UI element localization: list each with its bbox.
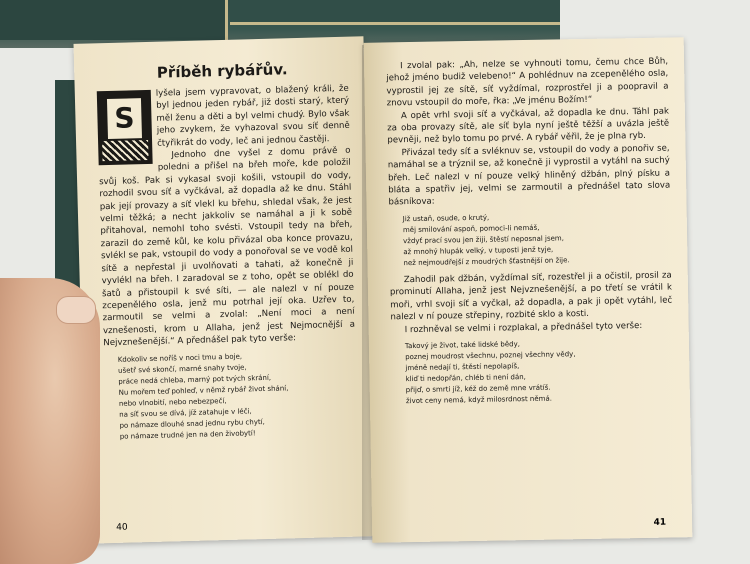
hand-thumb (0, 278, 100, 564)
verse-line: přijď, o smrti jíž, kéž do země mne vrátíš. (405, 383, 551, 395)
verse-line: Již ustaň, osude, o krutý, (402, 213, 490, 224)
dropcap-letter: S (107, 98, 142, 139)
chapter-title: Příběh rybářův. (156, 60, 288, 82)
verse-line: než nejmoudřejší z moudrých šťastnější on žije. (403, 256, 570, 268)
verse-line: měj smilování aspoň, pomoci-li nemáš, (402, 223, 540, 235)
verse-line: ušetř své skončí, marné snahy tvoje, (117, 362, 247, 375)
left-page (74, 36, 377, 543)
verse (118, 348, 358, 442)
book-spine (0, 0, 228, 40)
paragraph: Přivázal tedy síť a svléknuv se, vstoupil do vody a ponořiv se, namáhal se a trýznil se, až konečně ji vyprostil a vytáhl na suchý břeh. Leč nalezl v ní pouze velký hliněný džbán, plný písku a bláta a spatřiv jej, velmi se zarmoutil a přednášel tato slova básníkova: (387, 143, 671, 208)
ornamental-initial (97, 90, 153, 165)
verse-line: poznej moudrost všechnu, poznej všechny vědy, (405, 350, 576, 362)
verse-line: život ceny nemá, když milosrdnost němá. (405, 394, 553, 406)
ornament-pattern (102, 140, 149, 161)
verse-line: vždyť prací svou jen žiji, štěstí neposnal jsem, (403, 234, 565, 246)
book-spine (230, 0, 560, 25)
verse-line: jméně nedají ti, štěstí nepolapíš, (405, 362, 520, 373)
thumbnail (56, 296, 96, 324)
verse-line: Kdokoliv se noříš v noci tmu a boje, (117, 352, 243, 364)
paragraph: Zahodil pak džbán, vyždímal síť, rozestřel ji a očistil, prosil za prominutí Allaha, jenž jest Nejvznešenější, a po třetí se vrátil k moři, vrhl svoji síť a vyčkal, až dopadla, a pak ji opět vytáhl, leč nalezl v ní pouze střepiny, rozbité sklo a kosti. (389, 270, 673, 323)
verse-line: nebo vlnobití, nebo nebezpečí, (118, 396, 227, 408)
paragraph: A opět vrhl svoji síť a vyčkával, až dopadla ke dnu. Táhl pak za oba provazy sítě, ale síť byla nyní ještě těžší a uvázla ještě pevněji, než bylo tomu po prvé. A rybář věřil, že je plna ryb. (387, 106, 670, 146)
verse-line: po námaze trudné jen na den živobytí! (119, 428, 256, 441)
verse-line: kliď ti nedopřán, chléb ti není dán, (405, 372, 526, 384)
verse-line: Nu mořem teď pohleď, v němž rybář život shání, (118, 383, 289, 397)
verse (403, 209, 672, 269)
page-number: 41 (653, 517, 667, 528)
page-number: 40 (116, 522, 128, 533)
right-page (364, 37, 693, 543)
verse-line: po námaze dlouhé snad jednu rybu chytí, (119, 417, 265, 430)
verse-line: Takový je život, také lidské bědy, (404, 340, 520, 351)
verse-line: až mnohý hlupák velký, v tuposti jenž tyje, (403, 245, 554, 257)
verse-line: práce nedá chleba, marný pot tvých skrání, (118, 373, 272, 386)
paragraph: I zvolal pak: „Ah, nelze se vyhnouti tomu, čemu chce Bůh, jehož jméno budiž velebeno!“ A pohlédnuv na zcepenělého osla, vyprostil jej ze sítě, síť vyždímal, rozprostřel ji a poopravil a znovu vstoupil do moře, řka: „Ve jménu Božím!“ (386, 56, 669, 109)
paragraph: Jednoho dne vyšel z domu právě o poledni a přišel na břeh moře, kde položil svůj koš. Pak si vykasal svoji košili, vstoupil do vody, rozhodil svou síť a vyčkával, až dopadla až ke dnu. Stáhl pak její provazy a síť vlekl ku břehu, shledal však, že jest velmi těžká; a necht jakkoliv se namáhal a ji k sobě přitahoval, nemohl toho svésti. Vstoupil tedy na břeh, zarazil do země kůl, ke kolu přivázal oba konce provazu, svlékl se pak, vstoupil do vody a ponořoval se ve vodě kol sítě a nepřestal ji uvolňovati a tahati, až konečně ji vyvlékl na břeh. I zaradoval se z toho, opět se oblékl do šatů a přistoupil k své síti, — ale nalezl v ní pouze zcepenělého osla, jenž mu potrhal její oka. Uzřev to, zarmoutil se velmi a zvolal: „Není moci a není vznešenosti, krom u Allaha, jenž jest Nejmocnější a Nejvznešenější.“ A přednášel pak tyto verše: (99, 145, 356, 349)
paragraph: I rozhněval se velmi i rozplakal, a přednášel tyto verše: (404, 320, 643, 335)
verse-line: na síť svou se dívá, jíž zatahuje v léči, (119, 406, 252, 419)
verse (405, 336, 674, 407)
paragraph: lyšela jsem vypravovat, o blažený králi, že byl jednou jeden rybář, již dosti starý, který měl ženu a děti a byl velmi chudý. Bylo však jeho zvykem, že vyhazoval svou síť denně čtyřikrát do vody, leč ani jednou častěji. (155, 83, 350, 149)
